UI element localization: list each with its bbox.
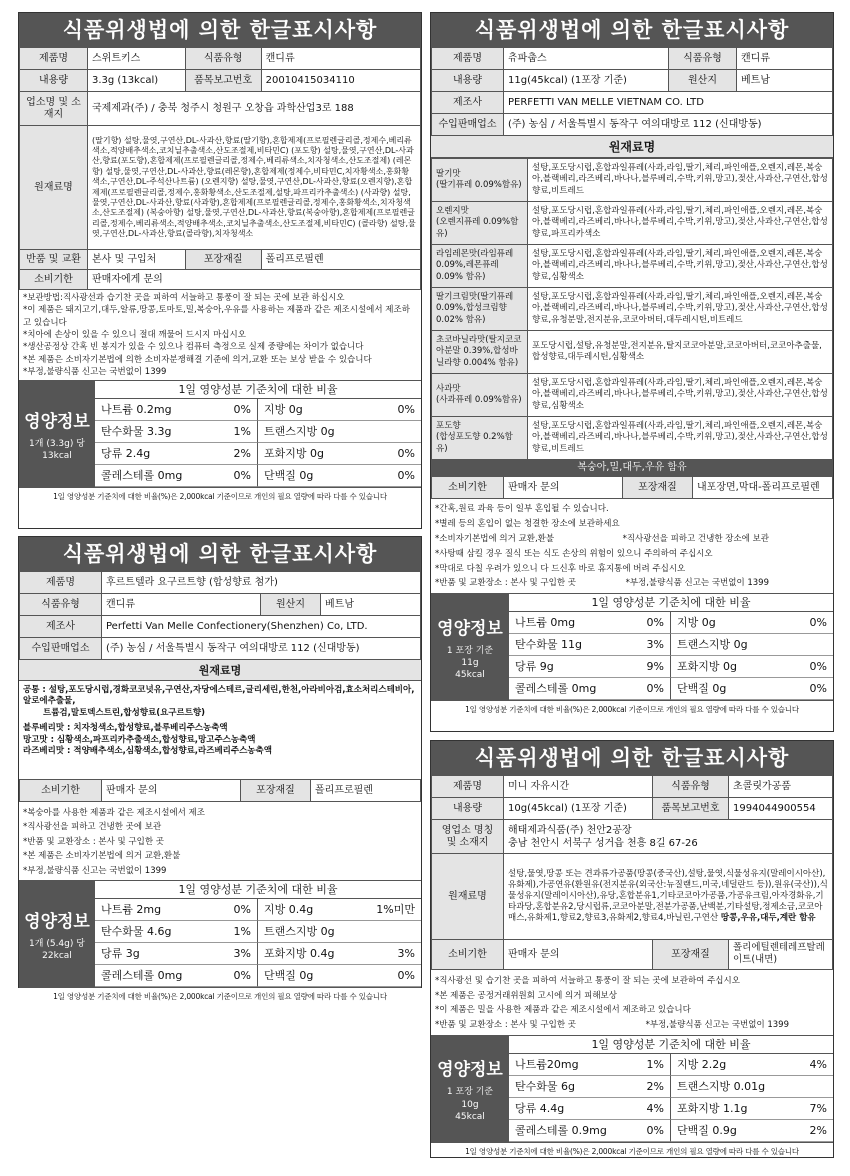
flavor-ingredients: 설탕,포도당시럽,혼합과일퓨레(사과,라임,딸기,체리,파인애플,오렌지,레몬,복숭아,블랙베리,라즈베리,바나나,블루베리,수박,키위,망고),젖산,사과산,구연산,합성향료,비트레드 — [528, 417, 833, 460]
flavor-name: 초코바닐라맛(탈지코코아분말 0.39%,합성바닐라향 0.004% 함유) — [432, 331, 528, 374]
nutrition-header: 1일 영양성분 기준치에 대한 비율 — [509, 1036, 833, 1054]
maker-name: 해태제과식품(주) 천안2공장 — [508, 824, 632, 836]
label-panel-fruittella — [18, 536, 422, 1002]
note: *별레 등의 혼입이 없는 청결한 장소에 보관하세요 — [435, 518, 620, 529]
type-label: 식품유형 — [20, 594, 102, 616]
nutrition-summary — [19, 881, 95, 987]
nutrient-row: 포화지방 0.4g 3% — [258, 943, 421, 965]
flavor-ingredients: 포도당시럽,설탕,유청분말,전지분유,탈지코코아분말,코코아버터,코코아추출물,합성향료,대두레시틴,심황색소 — [528, 331, 833, 374]
nutrient-row: 단백질 0g 0% — [258, 465, 421, 487]
expiry-value: 판매자 문의 — [504, 477, 623, 499]
label-panel-sweetkiss — [18, 12, 422, 529]
notes — [19, 802, 421, 880]
nutrient-row: 탄수화물 4.6g 1% — [95, 921, 258, 943]
note: *본 제품은 소비자기본법에 의한 소비자분쟁해결 기준에 의거,교환 또는 보상 받을 수 있습니다 — [23, 354, 372, 365]
nutrient-row: 지방 2.2g 4% — [671, 1054, 833, 1076]
nutrition-summary — [431, 594, 509, 700]
calories: 13kcal — [42, 450, 72, 461]
product-type: 초콜릿가공품 — [729, 776, 833, 798]
nutrient-row: 지방 0.4g 1%미만 — [258, 899, 421, 921]
nutrition-footnote: 1일 영양성분 기준치에 대한 비율(%)은 2,000kcal 기준이므로 개인의 필요 열량에 따라 다를 수 있습니다 — [19, 987, 421, 1005]
nutrient-row: 당류 2.4g 2% — [95, 443, 258, 465]
product-info-table — [19, 47, 421, 290]
ingredient-line: 블루베리맛 : 치자청색소,합성향료,블루베리주스농축액 — [23, 723, 228, 734]
nutrient-row: 탄수화물 11g 3% — [509, 634, 671, 656]
nutrient-row: 나트륨20mg 1% — [509, 1054, 671, 1076]
origin-value: 베트남 — [321, 594, 421, 616]
ingredients-text: 설탕,물엿,땅콩 또는 견과류가공품(땅콩(중국산),설탕,물엿,식물성유지(말레이시아산),유화제),가공연유(환원유(전지분유(외국산:뉴질랜드,미국,네덜란드 등)),원유(국산)),식물성유지(말레이시아산),유당,혼합분유1,기타코코아가공품,가공유크림,아자경화유,기타과당,혼합분유2,당시럽류,코코아분말,전분가공품,난백분,기타설탕,정제소금,코코아매스,유화제1,향료2,향료3,유화제2,향료4,바닐린,구연산 — [508, 868, 828, 924]
maker-value: Perfetti Van Melle Confectionery(Shenzhen) Co, LTD. — [102, 616, 421, 638]
panel-title: 식품위생법에 의한 한글표시사항 — [19, 13, 421, 47]
nutrient-row: 나트륨 0mg 0% — [509, 612, 671, 634]
nutrition-footnote: 1일 영양성분 기준치에 대한 비율(%)은 2,000kcal 기준이므로 개인의 필요 열량에 따라 다를 수 있습니다 — [431, 1142, 833, 1160]
type-label: 식품유형 — [185, 48, 261, 70]
calories: 45kcal — [455, 669, 485, 680]
ingredient-line: 트륨검,말토덱스트린,합성향료(요구르트향) — [43, 707, 206, 718]
note: *소비자기본법에 의거 교환,환불 — [435, 533, 555, 544]
ingredients-block — [19, 681, 421, 779]
notes — [19, 290, 421, 380]
nutrient-row: 지방 0g 0% — [671, 612, 833, 634]
note: *반품 및 교환장소 : 본사 및 구입한 곳 — [435, 578, 576, 589]
nutrition-grid — [509, 1054, 833, 1142]
note: *막대로 다칠 우려가 있으니 다 드신후 바로 휴지통에 버려 주십시오 — [435, 563, 686, 574]
ingredients-header: 원재료명 — [19, 660, 421, 681]
report-label: 품목보고번호 — [653, 798, 729, 820]
report-number: 1994044900554 — [729, 798, 833, 820]
note: *반품 및 교환장소 : 본사 및 구입한 곳 — [23, 836, 164, 847]
maker-label: 제조사 — [432, 92, 504, 114]
note: *직사광선 및 습기찬 곳을 피하여 서늘하고 통풍이 잘 되는 곳에 보관하여 주십시오 — [435, 975, 740, 986]
note: *직사광선을 피하고 건냉한 곳에 보관 — [23, 822, 162, 833]
origin-value: 베트남 — [737, 70, 833, 92]
product-name: 미니 자유시간 — [504, 776, 653, 798]
expiry-table — [431, 476, 833, 499]
calories: 45kcal — [455, 1111, 485, 1122]
maker-label: 영업소 명칭 및 소재지 — [432, 820, 504, 854]
expiry-label: 소비기한 — [432, 477, 504, 499]
allergen-bar: 복숭아,밀,대두,우유 함유 — [431, 460, 833, 476]
content-label: 내용량 — [20, 70, 88, 92]
ingredients-label: 원재료명 — [432, 854, 504, 940]
notes — [431, 499, 833, 593]
name-label: 제품명 — [20, 48, 88, 70]
content-value: 10g(45kcal) (1포장 기준) — [504, 798, 653, 820]
flavor-name: 사과맛 (사과퓨레 0.09%함유) — [432, 374, 528, 417]
nutrient-row: 탄수화물 3.3g 1% — [95, 421, 258, 443]
content-label: 내용량 — [432, 70, 504, 92]
expiry-label: 소비기한 — [20, 270, 88, 290]
nutrition-summary — [431, 1036, 509, 1142]
type-label: 식품유형 — [669, 48, 737, 70]
nutrition-footnote: 1일 영양성분 기준치에 대한 비율(%)은 2,000kcal 기준이므로 개인의 필요 열량에 따라 다를 수 있습니다 — [19, 487, 421, 505]
ingredients-text: (딸기향) 설탕,물엿,구연산,DL-사과산,향료(딸기향),혼합제제(프로필렌글리콜,정제수,베리류색소,적양배추색소,코치닐추출색소,산도조절제,비타민C) (포도향) 설탕,물엿,구연산,DL-사과산,향료(포도향),혼합제제(프로필렌글리콜,정제수,베리류색소,치자청색소,산도조절제) (레몬향) 설탕,물엿,구연산,DL-사과산,향료(레몬향),혼합제제(정제수,비타민C,치자황색소,홍화황색소,구연산,DL-주석산나트륨) (오렌지향) 설탕,물엿,구연산,DL-사과산,향료(오렌지향),혼합제제(프로필렌글리콜,정제수,홍화황색소,산도조절제,설탕,파프리카추출색소) (사과향) 설탕,물엿,구연산,DL-사과산,향료(사과향),혼합제제(프로필렌글리콜,정제수,홍화황색소,치자청색소,산도조절제) (복숭아향) 설탕,물엿,구연산,DL-사과산,향료(복숭아향),혼합제제(프로필렌글리콜,정제수,베리류색소,적양배추색소,코치닐추출색소,산도조절제,비타민C) (콜라향) 설탕,물엿,구연산,DL-사과산,향료(콜라향),치자청색소 — [88, 126, 421, 250]
origin-label: 원산지 — [669, 70, 737, 92]
nutrition-title: 영양정보 — [437, 618, 503, 639]
pack-value: 폴리에틸렌테레프탈레이트(내면) — [729, 940, 833, 970]
pack-label: 포장재질 — [653, 940, 729, 970]
nutrient-row: 포화지방 0g 0% — [671, 656, 833, 678]
nutrient-row: 콜레스테롤 0mg 0% — [95, 965, 258, 987]
nutrient-row: 포화지방 1.1g 7% — [671, 1098, 833, 1120]
importer-value: (주) 농심 / 서울특별시 동작구 여의대방로 112 (신대방동) — [504, 114, 833, 136]
nutrition-title: 영양정보 — [24, 911, 90, 932]
note: *직사광선을 피하고 건냉한 장소에 보관 — [622, 533, 769, 544]
pack-value: 폴리프로필렌 — [311, 780, 421, 802]
serving-weight: 11g — [461, 657, 479, 668]
flavor-table — [431, 158, 833, 460]
nutrition-block — [431, 593, 833, 700]
note: *이 제품은 밀을 사용한 제품과 같은 제조시설에서 제조하고 있습니다 — [435, 1005, 691, 1016]
serving-size: 1개 (5.4g) 당 — [29, 938, 85, 949]
note: *간혹,원료 과육 등이 일부 혼입될 수 있습니다. — [435, 504, 609, 514]
nutrition-title: 영양정보 — [437, 1060, 503, 1081]
panel-title: 식품위생법에 의한 한글표시사항 — [19, 537, 421, 571]
name-label: 제품명 — [20, 572, 102, 594]
calories: 22kcal — [42, 950, 72, 961]
nutrient-row: 단백질 0g 0% — [671, 678, 833, 700]
nutrient-row: 콜레스테롤 0.9mg 0% — [509, 1120, 671, 1142]
return-value: 본사 및 구입처 — [88, 250, 186, 270]
flavor-name: 라임레몬맛(라임퓨레 0.09%,레몬퓨레 0.09% 함유) — [432, 245, 528, 288]
expiry-label: 소비기한 — [20, 780, 102, 802]
notes — [431, 970, 833, 1036]
ingredient-line: 망고맛 : 심황색소,파프리카추출색소,합성향료,망고주스농축액 — [23, 734, 256, 745]
nutrition-block — [19, 380, 421, 487]
note: *생산공정상 간혹 빈 봉지가 있을 수 있으나 컴퓨터 측정으로 실제 중량에는 차이가 없습니다 — [23, 342, 364, 353]
report-label: 품목보고번호 — [185, 70, 261, 92]
nutrition-block — [431, 1035, 833, 1142]
note: *치아에 손상이 있을 수 있으니 절대 깨물어 드시지 마십시오 — [23, 329, 246, 340]
nutrient-row: 콜레스테롤 0mg 0% — [509, 678, 671, 700]
nutrient-row: 나트륨 0.2mg 0% — [95, 399, 258, 421]
content-value: 3.3g (13kcal) — [88, 70, 186, 92]
maker-label: 업소명 및 소재지 — [20, 92, 88, 126]
nutrition-block — [19, 880, 421, 987]
product-type: 캔디류 — [737, 48, 833, 70]
serving-size: 1 포장 기준 — [446, 1087, 494, 1098]
flavor-name: 딸기크림맛(딸기퓨레 0.09%,합성크림향 0.02% 함유) — [432, 288, 528, 331]
origin-label: 원산지 — [261, 594, 321, 616]
nutrient-row: 나트륨 2mg 0% — [95, 899, 258, 921]
expiry-value: 판매자 문의 — [504, 940, 653, 970]
note: *반품 및 교환장소 : 본사 및 구입한 곳 — [435, 1020, 576, 1031]
product-type: 캔디류 — [102, 594, 261, 616]
serving-size: 1개 (3.3g) 당 — [29, 438, 85, 449]
nutrition-footnote: 1일 영양성분 기준치에 대한 비율(%)은 2,000kcal 기준이므로 개인의 필요 열량에 따라 다를 수 있습니다 — [431, 700, 833, 718]
product-name: 후르트텔라 요구르트향 (합성향료 첨가) — [102, 572, 421, 594]
pack-label: 포장재질 — [623, 477, 693, 499]
nutrient-row: 지방 0g 0% — [258, 399, 421, 421]
nutrient-row: 포화지방 0g 0% — [258, 443, 421, 465]
nutrient-row: 트랜스지방 0.01g — [671, 1076, 833, 1098]
expiry-label: 소비기한 — [432, 940, 504, 970]
label-panel-chupachups — [430, 12, 834, 732]
nutrient-row: 탄수화물 6g 2% — [509, 1076, 671, 1098]
note: *사탕때 삼킬 경우 질식 또는 식도 손상의 위험이 있으니 주의하여 주십시오 — [435, 548, 713, 559]
name-label: 제품명 — [432, 48, 504, 70]
note: *본 제품은 공정거래위원회 고시에 의거 피해보상 — [435, 990, 617, 1001]
note: *본 제품은 소비자기본법에 의거 교환,환불 — [23, 851, 181, 862]
nutrient-row: 트랜스지방 0g — [258, 421, 421, 443]
pack-label: 포장재질 — [185, 250, 261, 270]
maker-label: 제조사 — [20, 616, 102, 638]
nutrient-row: 단백질 0g 0% — [258, 965, 421, 987]
nutrient-row: 당류 9g 9% — [509, 656, 671, 678]
ingredient-line: 라즈베리맛 : 적양배추색소,심황색소,합성향료,라즈베리주스농축액 — [23, 746, 272, 757]
pack-label: 포장재질 — [241, 780, 311, 802]
nutrient-row: 당류 3g 3% — [95, 943, 258, 965]
importer-label: 수입판매업소 — [20, 638, 102, 660]
nutrition-grid — [95, 899, 421, 987]
flavor-ingredients: 설탕,포도당시럽,혼합과일퓨레(사과,라임,딸기,체리,파인애플,오렌지,레몬,복숭아,블랙베리,라즈베리,바나나,블루베리,수박,키위,망고),젖산,사과산,구연산,합성향료,비트레드 — [528, 159, 833, 202]
ingredients-label: 원재료명 — [20, 126, 88, 250]
note: *부정,불량식품 신고는 국번없이 1399 — [23, 366, 167, 377]
nutrition-header: 1일 영양성분 기준치에 대한 비율 — [95, 881, 421, 899]
nutrient-row: 트랜스지방 0g — [258, 921, 421, 943]
product-type: 캔디류 — [261, 48, 420, 70]
note: *복숭아를 사용한 제품과 같은 제조시설에서 제조 — [23, 808, 205, 818]
product-name: 츄파춥스 — [504, 48, 669, 70]
ingredient-line: 공통 : 설탕,포도당시럽,경화코코넛유,구연산,자당에스테르,글리세린,한천,아라비아검,효소처리스테비아,알로에추출물, — [23, 685, 415, 707]
nutrition-grid — [509, 612, 833, 700]
flavor-name: 포도향 (합성포도향 0.2%함유) — [432, 417, 528, 460]
flavor-name: 오렌지맛 (오렌지퓨레 0.09%함유) — [432, 202, 528, 245]
nutrition-header: 1일 영양성분 기준치에 대한 비율 — [509, 594, 833, 612]
name-label: 제품명 — [432, 776, 504, 798]
note: *보관방법:직사광선과 습기찬 곳을 피하여 서늘하고 통풍이 잘 되는 곳에 보관 하십시오 — [23, 293, 345, 303]
product-info-table — [19, 571, 421, 660]
maker-value: PERFETTI VAN MELLE VIETNAM CO. LTD — [504, 92, 833, 114]
note: *부정,불량식품 신고는 국번없이 1399 — [625, 578, 769, 589]
pack-value: 내포장면,막대-폴리프로필렌 — [693, 477, 833, 499]
maker-address: 충남 천안시 서북구 성거읍 천흥 8길 67-26 — [508, 837, 698, 849]
report-number: 20010415034110 — [261, 70, 420, 92]
flavor-ingredients: 설탕,포도당시럽,혼합과일퓨레(사과,라임,딸기,체리,파인애플,오렌지,레몬,복숭아,블랙베리,라즈베리,바나나,블루베리,수박,키위,망고),젖산,사과산,구연산,합성향료,심황색소 — [528, 245, 833, 288]
type-label: 식품유형 — [653, 776, 729, 798]
nutrition-summary — [19, 381, 95, 487]
content-label: 내용량 — [432, 798, 504, 820]
expiry-value: 판매자 문의 — [102, 780, 241, 802]
expiry-value: 판매자에게 문의 — [88, 270, 421, 290]
serving-size: 1 포장 기준 — [446, 645, 494, 656]
label-panel-freetime — [430, 740, 834, 1158]
importer-label: 수입판매업소 — [432, 114, 504, 136]
flavor-ingredients: 설탕,포도당시럽,혼합과일퓨레(사과,라임,딸기,체리,파인애플,오렌지,레몬,복숭아,블랙베리,라즈베리,바나나,블루베리,수박,키위,망고),젖산,사과산,구연산,합성향료,심황색소 — [528, 374, 833, 417]
nutrient-row: 트랜스지방 0g — [671, 634, 833, 656]
pack-value: 폴리프로필렌 — [261, 250, 420, 270]
return-label: 반품 및 교환 — [20, 250, 88, 270]
product-info-table — [431, 47, 833, 136]
flavor-name: 딸기맛 (딸기퓨레 0.09%함유) — [432, 159, 528, 202]
allergen-text: 땅콩,우유,대두,계란 함유 — [720, 913, 816, 924]
nutrition-header: 1일 영양성분 기준치에 대한 비율 — [95, 381, 421, 399]
nutrition-grid — [95, 399, 421, 487]
nutrient-row: 콜레스테롤 0mg 0% — [95, 465, 258, 487]
ingredients-header: 원재료명 — [431, 136, 833, 158]
nutrition-title: 영양정보 — [24, 411, 90, 432]
importer-value: (주) 농심 / 서울특별시 동작구 여의대방로 112 (신대방동) — [102, 638, 421, 660]
product-info-table — [431, 775, 833, 970]
serving-weight: 10g — [461, 1099, 479, 1110]
flavor-ingredients: 설탕,포도당시럽,혼합과일퓨레(사과,라임,딸기,체리,파인애플,오렌지,레몬,복숭아,블랙베리,라즈베리,바나나,블루베리,수박,키위,망고),젖산,사과산,구연산,합성향료,유청분말,전지분유,코코아버터,대두레시틴,비트레드 — [528, 288, 833, 331]
note: *이 제품은 돼지고기,대두,알류,땅콩,토마토,밀,복숭아,우유를 사용하는 제품과 같은 제조시설에서 제조하고 있습니다 — [23, 305, 410, 328]
content-value: 11g(45kcal) (1포장 기준) — [504, 70, 669, 92]
note: *부정,불량식품 신고는 국번없이 1399 — [23, 865, 167, 876]
product-name: 스위트키스 — [88, 48, 186, 70]
nutrient-row: 단백질 0.9g 2% — [671, 1120, 833, 1142]
expiry-table — [19, 779, 421, 802]
panel-title: 식품위생법에 의한 한글표시사항 — [431, 741, 833, 775]
flavor-ingredients: 설탕,포도당시럽,혼합과일퓨레(사과,라임,딸기,체리,파인애플,오렌지,레몬,복숭아,블랙베리,라즈베리,바나나,블루베리,수박,키위,망고),젖산,사과산,구연산,합성향료,파프리카색소 — [528, 202, 833, 245]
note: *부정,불량식품 신고는 국번없이 1399 — [645, 1020, 789, 1031]
maker-value: 국제제과(주) / 충북 청주시 청원구 오창읍 과학산업3로 188 — [88, 92, 421, 126]
nutrient-row: 당류 4.4g 4% — [509, 1098, 671, 1120]
panel-title: 식품위생법에 의한 한글표시사항 — [431, 13, 833, 47]
